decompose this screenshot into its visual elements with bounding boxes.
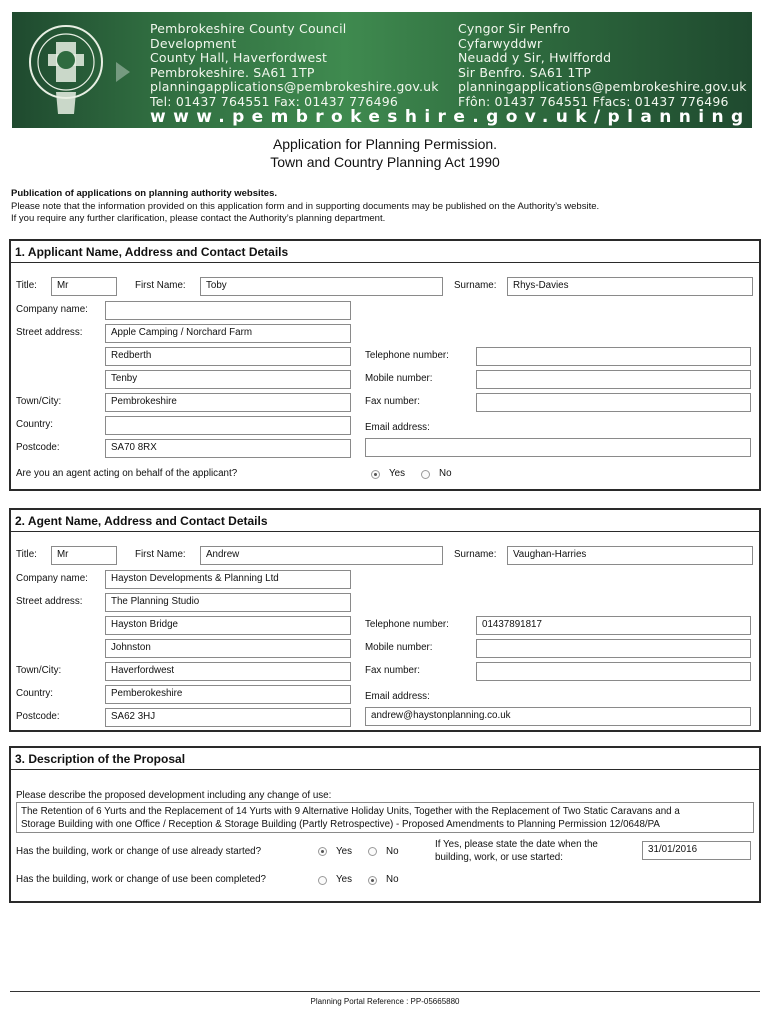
mobile-label: Mobile number: <box>365 373 433 384</box>
form-title: Application for Planning Permission. <box>272 136 498 152</box>
agent-no-label: No <box>439 468 452 479</box>
completed-question: Has the building, work or change of use been completed? <box>16 874 266 885</box>
surname-label: Surname: <box>454 549 497 560</box>
applicant-email-field[interactable] <box>365 438 751 457</box>
council-seal-logo <box>26 22 106 118</box>
planning-portal-reference: Planning Portal Reference : PP-05665880 <box>310 997 460 1006</box>
agent-town-field[interactable]: Haverfordwest <box>105 662 351 681</box>
start-date-question: If Yes, please state the date when the <box>435 839 598 850</box>
welsh-line: Cyfarwyddwr <box>458 35 543 51</box>
welsh-line: Cyngor Sir Penfro <box>458 21 571 36</box>
applicant-first-name-field[interactable]: Toby <box>200 277 443 296</box>
applicant-street-line1-field[interactable]: Apple Camping / Norchard Farm <box>105 324 351 343</box>
mobile-label: Mobile number: <box>365 642 433 653</box>
postcode-label: Postcode: <box>16 442 60 453</box>
council-header-banner <box>12 12 752 128</box>
agent-telephone-field[interactable]: 01437891817 <box>476 616 751 635</box>
postcode-label: Postcode: <box>16 711 60 722</box>
started-question: Has the building, work or change of use already started? <box>16 846 262 857</box>
section-heading: 1. Applicant Name, Address and Contact Details <box>11 241 759 263</box>
country-label: Country: <box>16 688 54 699</box>
fax-label: Fax number: <box>365 396 420 407</box>
applicant-company-field[interactable] <box>105 301 351 320</box>
completed-no-radio[interactable] <box>368 876 377 885</box>
section-heading: 3. Description of the Proposal <box>11 748 759 770</box>
agent-street-line2-field[interactable]: Hayston Bridge <box>105 616 351 635</box>
applicant-surname-field[interactable]: Rhys-Davies <box>507 277 753 296</box>
first-name-label: First Name: <box>135 549 186 560</box>
english-line: County Hall, Haverfordwest <box>150 50 328 66</box>
start-date-field[interactable]: 31/01/2016 <box>642 841 751 860</box>
publication-heading: Publication of applications on planning authority websites. <box>11 188 278 199</box>
form-subtitle: Town and Country Planning Act 1990 <box>270 154 500 170</box>
completed-yes-label: Yes <box>336 874 352 885</box>
agent-yes-label: Yes <box>389 468 405 479</box>
email-label: Email address: <box>365 691 430 702</box>
surname-label: Surname: <box>454 280 497 291</box>
agent-no-radio[interactable] <box>421 470 430 479</box>
footer-divider <box>10 991 760 992</box>
applicant-title-field[interactable]: Mr <box>51 277 117 296</box>
english-line: Tel: 01437 764551 Fax: 01437 776496 <box>150 93 399 109</box>
fax-label: Fax number: <box>365 665 420 676</box>
town-city-label: Town/City: <box>16 665 62 676</box>
completed-yes-radio[interactable] <box>318 876 327 885</box>
agent-mobile-field[interactable] <box>476 639 751 658</box>
welsh-line: Sir Benfro. SA61 1TP <box>458 64 592 80</box>
applicant-town-field[interactable]: Pembrokeshire <box>105 393 351 412</box>
welsh-contact-block <box>458 22 747 110</box>
applicant-mobile-field[interactable] <box>476 370 751 389</box>
title-label: Title: <box>16 280 37 291</box>
english-line: Pembrokeshire. SA61 1TP <box>150 64 315 80</box>
proposal-description-field[interactable] <box>16 802 754 833</box>
description-prompt: Please describe the proposed development including any change of use: <box>16 790 332 801</box>
banner-arrow-icon <box>116 62 130 82</box>
agent-email-field[interactable]: andrew@haystonplanning.co.uk <box>365 707 751 726</box>
welsh-line: planningapplications@pembrokeshire.gov.uk <box>458 79 747 95</box>
applicant-country-field[interactable] <box>105 416 351 435</box>
title-label: Title: <box>16 549 37 560</box>
welsh-line: Ffôn: 01437 764551 Ffacs: 01437 776496 <box>458 93 729 109</box>
applicant-telephone-field[interactable] <box>476 347 751 366</box>
agent-company-field[interactable]: Hayston Developments & Planning Ltd <box>105 570 351 589</box>
first-name-label: First Name: <box>135 280 186 291</box>
telephone-label: Telephone number: <box>365 350 449 361</box>
agent-country-field[interactable]: Pemberokeshire <box>105 685 351 704</box>
english-contact-block <box>150 22 439 110</box>
english-line: planningapplications@pembrokeshire.gov.uk <box>150 79 439 95</box>
applicant-fax-field[interactable] <box>476 393 751 412</box>
country-label: Country: <box>16 419 54 430</box>
planning-website-url[interactable]: www.pembrokeshire.gov.uk/planning <box>150 107 751 127</box>
completed-no-label: No <box>386 874 399 885</box>
clarification-note: If you require any further clarification, please contact the Authority’s planning department. <box>11 213 386 224</box>
started-yes-label: Yes <box>336 846 352 857</box>
description-line: Storage Building with one Office / Reception & Storage Building (Partly Retrospective) - Proposed Amendments to Planning Permission 12/0648/PA <box>21 819 660 830</box>
agent-surname-field[interactable]: Vaughan-Harries <box>507 546 753 565</box>
agent-first-name-field[interactable]: Andrew <box>200 546 443 565</box>
company-name-label: Company name: <box>16 304 88 315</box>
start-date-question-cont: building, work, or use started: <box>435 852 563 863</box>
english-line: Pembrokeshire County Council <box>150 21 347 36</box>
applicant-street-line3-field[interactable]: Tenby <box>105 370 351 389</box>
agent-street-line3-field[interactable]: Johnston <box>105 639 351 658</box>
description-line: The Retention of 6 Yurts and the Replacement of 14 Yurts with 9 Alternative Holiday Units, Together with the Replacement of Two Static Caravans and a <box>21 806 680 817</box>
english-line: Development <box>150 35 237 51</box>
applicant-section <box>9 239 761 491</box>
started-no-radio[interactable] <box>368 847 377 856</box>
publication-note: Please note that the information provided on this application form and in supporting documents may be published on the Authority’s website. <box>11 201 600 212</box>
telephone-label: Telephone number: <box>365 619 449 630</box>
agent-section <box>9 508 761 732</box>
company-name-label: Company name: <box>16 573 88 584</box>
agent-street-line1-field[interactable]: The Planning Studio <box>105 593 351 612</box>
started-no-label: No <box>386 846 399 857</box>
agent-yes-radio[interactable] <box>371 470 380 479</box>
applicant-street-line2-field[interactable]: Redberth <box>105 347 351 366</box>
town-city-label: Town/City: <box>16 396 62 407</box>
started-yes-radio[interactable] <box>318 847 327 856</box>
proposal-section <box>9 746 761 903</box>
agent-fax-field[interactable] <box>476 662 751 681</box>
email-label: Email address: <box>365 422 430 433</box>
street-address-label: Street address: <box>16 327 83 338</box>
agent-postcode-field[interactable]: SA62 3HJ <box>105 708 351 727</box>
agent-question: Are you an agent acting on behalf of the applicant? <box>16 468 238 479</box>
section-heading: 2. Agent Name, Address and Contact Details <box>11 510 759 532</box>
applicant-postcode-field[interactable]: SA70 8RX <box>105 439 351 458</box>
welsh-line: Neuadd y Sir, Hwlffordd <box>458 50 612 66</box>
street-address-label: Street address: <box>16 596 83 607</box>
agent-title-field[interactable]: Mr <box>51 546 117 565</box>
